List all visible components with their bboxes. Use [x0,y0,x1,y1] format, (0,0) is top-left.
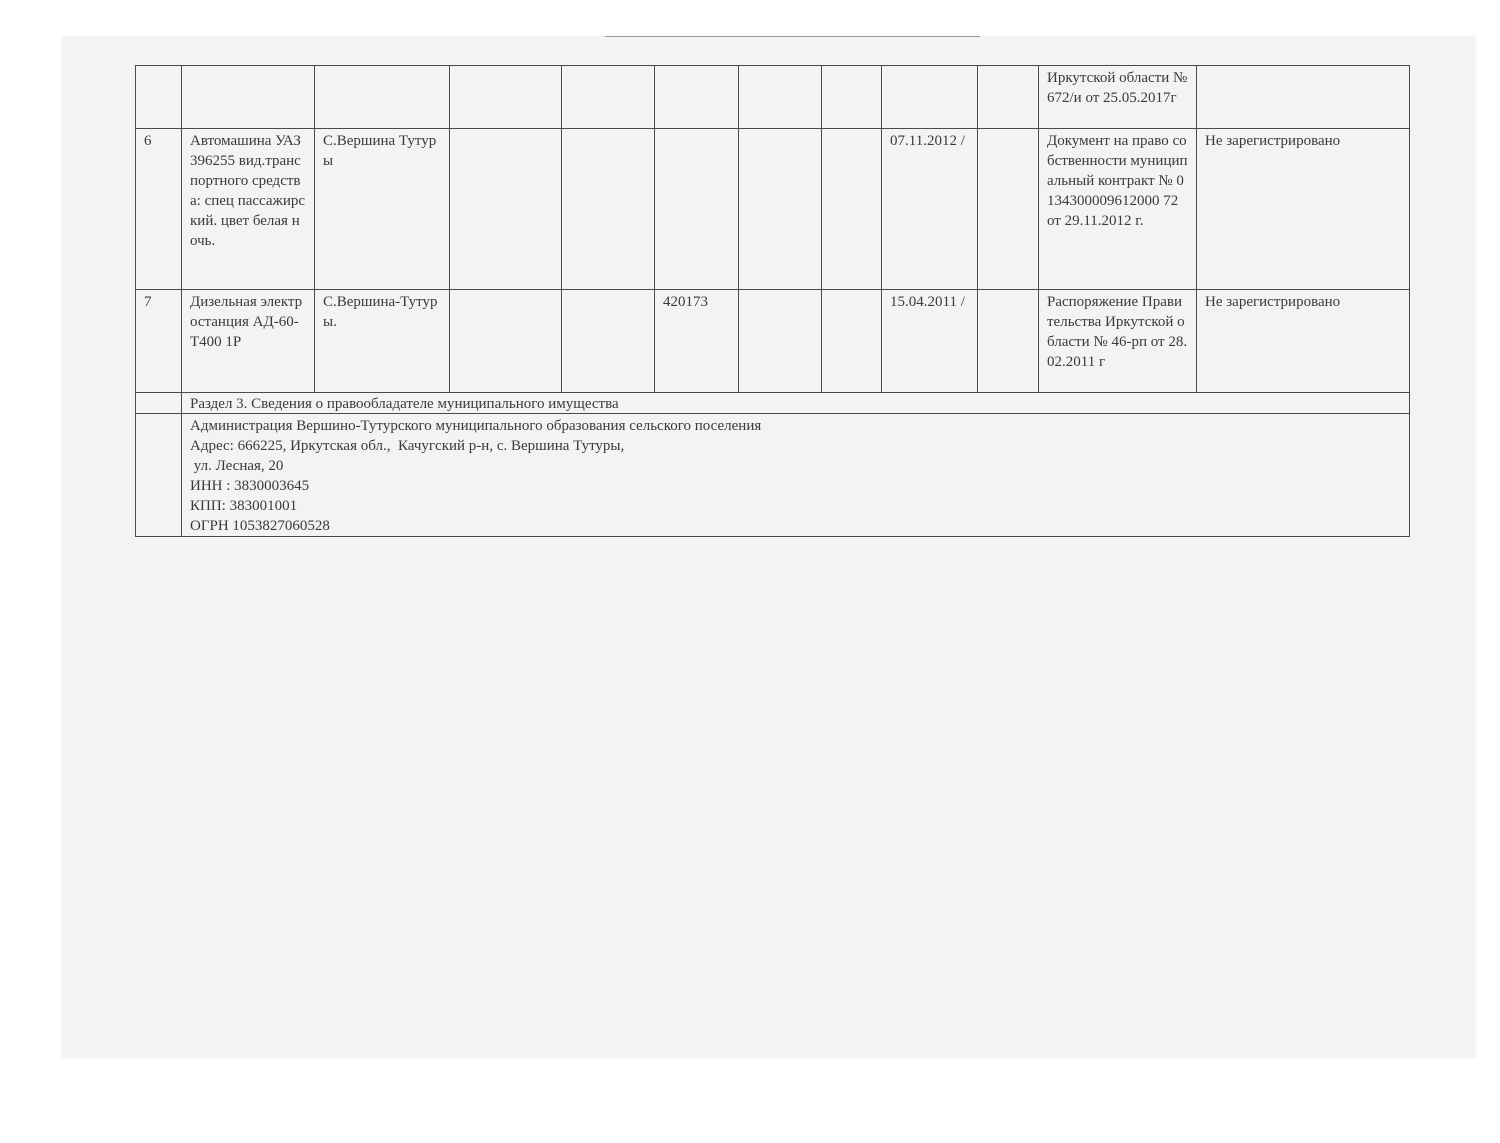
cell-col5 [562,66,655,129]
holder-street: ул. Лесная, 20 [190,458,284,474]
table-row [136,129,1410,290]
holder-kpp: КПП: 383001001 [190,498,298,514]
cell-col7 [739,290,822,393]
cell-col4 [450,66,562,129]
cell-date: 15.04.2011 / [882,290,978,393]
cell-col8 [822,66,882,129]
cell-col5 [562,290,655,393]
cell-num: 6 [136,129,182,290]
cell-location: С.Вершина Тутуры [315,129,450,290]
holder-details [182,414,1410,537]
holder-row [136,414,1410,537]
cell-col6 [655,129,739,290]
cell-col8 [822,290,882,393]
holder-inn: ИНН : 3830003645 [190,478,310,494]
cell-name: Дизельная электростанция АД-60-Т400 1Р [182,290,315,393]
section-row [136,393,1410,414]
section-title: Раздел 3. Сведения о правообладателе муниципального имущества [182,393,1410,414]
property-registry-table [135,65,1410,537]
cell-col5 [562,129,655,290]
cell-col6: 420173 [655,290,739,393]
cell-col8 [822,129,882,290]
cell-date [882,66,978,129]
cell-name: Автомашина УАЗ 396255 вид.транспортного средства: спец пассажирский. цвет белая ночь. [182,129,315,290]
cell-num [136,393,182,414]
cell-col10 [978,129,1039,290]
cell-col4 [450,290,562,393]
cell-encumbrance [1197,66,1410,129]
cell-col4 [450,129,562,290]
cell-col7 [739,66,822,129]
cell-num [136,66,182,129]
holder-ogrn: ОГРН 1053827060528 [190,518,330,534]
cell-num [136,414,182,537]
top-rule [605,36,980,37]
cell-basis-document: Иркутской области № 672/и от 25.05.2017г [1039,66,1197,129]
cell-col7 [739,129,822,290]
cell-encumbrance: Не зарегистрировано [1197,129,1410,290]
table-row-continuation [136,66,1410,129]
cell-basis-document: Распоряжение Правительства Иркутской области № 46-рп от 28.02.2011 г [1039,290,1197,393]
cell-num: 7 [136,290,182,393]
holder-address: Адрес: 666225, Иркутская обл., Качугский р-н, с. Вершина Тутуры, [190,438,625,454]
cell-location [315,66,450,129]
cell-location: С.Вершина-Тутуры. [315,290,450,393]
cell-date: 07.11.2012 / [882,129,978,290]
cell-col10 [978,66,1039,129]
holder-name: Администрация Вершино-Тутурского муниципального образования сельского поселения [190,418,762,434]
cell-basis-document: Документ на право собственности муниципальный контракт № 0134300009612000 72 от 29.11.2012 г. [1039,129,1197,290]
cell-col6 [655,66,739,129]
cell-col10 [978,290,1039,393]
cell-name [182,66,315,129]
cell-encumbrance: Не зарегистрировано [1197,290,1410,393]
table-row [136,290,1410,393]
